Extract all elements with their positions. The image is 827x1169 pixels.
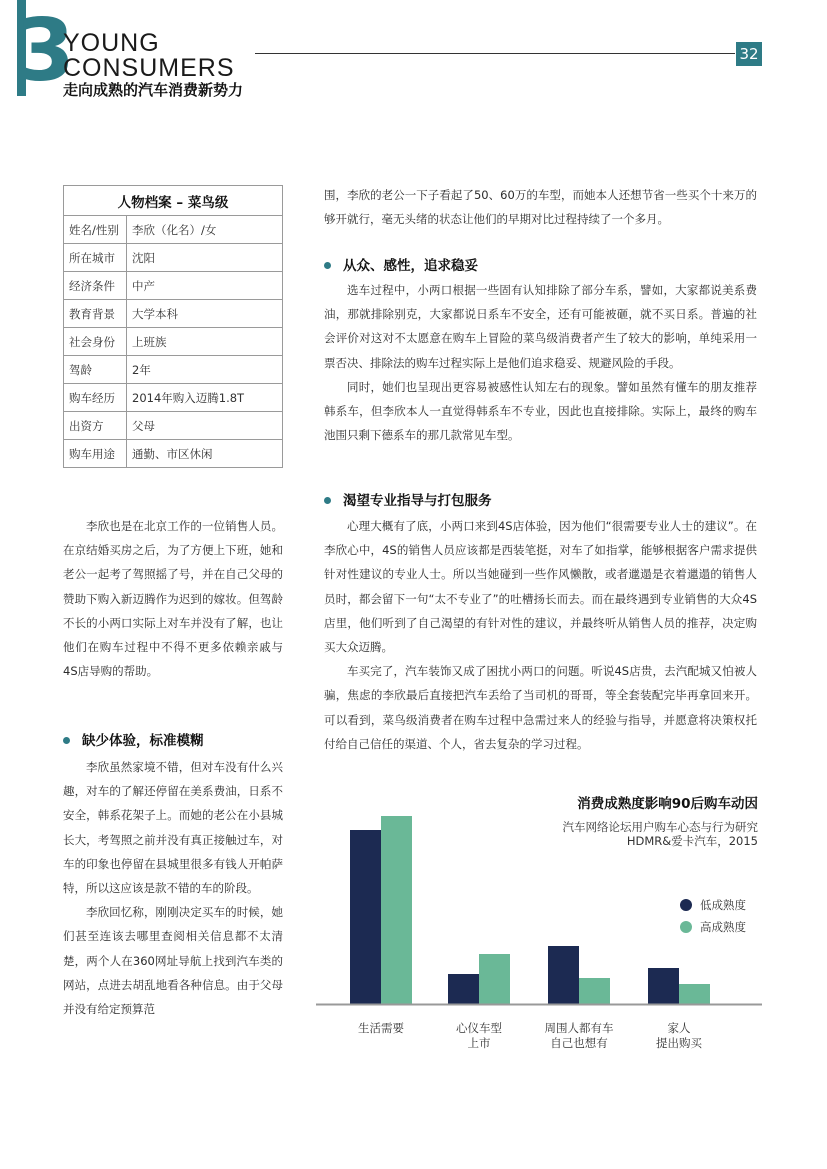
body-paragraph: 心理大概有了底，小两口来到4S店体验，因为他们“很需要专业人士的建议”。在李欣心中，4S的销售人员应该都是西装笔挺，对车了如指掌，能够根据客户需求提供针对性建议的专业人士。所以当她碰到一些作风懒散，或者邋遢是衣着邋遢的销售人员时，都会留下一句“太不专业了”的吐槽扬长而去。而在最终遇到专业销售的大众4S店里，他们听到了自己渴望的有针对性的建议，并最终听从销售人员的推荐，决定购买大众迈腾。 <box>324 519 757 655</box>
body-paragraph: 围，李欣的老公一下子看起了50、60万的车型，而她本人还想节省一些买个十来万的够开就行，毫无头绪的状态让他们的早期对比过程持续了一个多月。 <box>324 188 757 227</box>
body-paragraph: 车买完了，汽车装饰又成了困扰小两口的问题。听说4S店贵，去汽配城又怕被人骗，焦虑的李欣最后直接把汽车丢给了当司机的哥哥，等全套装配完毕再拿回来开。可以看到，菜鸟级消费者在购车过程中急需过来人的经验与指导，并愿意将决策权托付给自己信任的渠道、个人，省去复杂的学习过程。 <box>324 664 757 751</box>
chart-title: 消费成熟度影响90后购车动因 <box>577 796 758 812</box>
body-paragraph: 李欣虽然家境不错，但对车没有什么兴趣，对车的了解还停留在美系费油，日系不安全，韩系花架子上。而她的老公在小县城长大，考驾照之前并没有真正接触过车，对车的印象也停留在县城里很多有钱人开帕萨特，所以这应该是款不错的车的阶段。 <box>63 760 283 896</box>
profile-value: 父母 <box>127 412 283 440</box>
profile-title: 人物档案 – 菜鸟级 <box>64 186 283 216</box>
bullet-dot-icon <box>324 497 331 504</box>
right-column-section3 <box>324 514 757 756</box>
body-paragraph: 同时，她们也呈现出更容易被感性认知左右的现象。譬如虽然有懂车的朋友推荐韩系车，但李欣本人一直觉得韩系车不专业，因此也直接排除。实际上，最终的购车池围只剩下德系车的那几款常见车型。 <box>324 379 757 443</box>
profile-value: 李欣（化名）/女 <box>127 216 283 244</box>
profile-row <box>64 412 283 440</box>
body-paragraph: 李欣也是在北京工作的一位销售人员。在京结婚买房之后，为了方便上下班，她和老公一起考了驾照摇了号，并在自己父母的赞助下购入新迈腾作为迟到的嫁妆。但驾龄不长的小两口实际上对车并没有了解，也让他们在购车过程中不得不更多依赖亲戚与4S店导购的帮助。 <box>63 519 283 679</box>
bar-low-maturity <box>548 946 579 1004</box>
profile-row <box>64 328 283 356</box>
body-paragraph: 选车过程中，小两口根据一些固有认知排除了部分车系，譬如，大家都说美系费油，那就排除别克，大家都说日系车不安全，还有可能被砸，就不买日系。普遍的社会评价对这对不太愿意在购车上冒险的菜鸟级消费者产生了较大的影响，单纯采用一票否决、排除法的购车过程实际上是他们追求稳妥、规避风险的手段。 <box>324 283 757 370</box>
profile-value: 中产 <box>127 272 283 300</box>
body-paragraph: 李欣回忆称，刚刚决定买车的时候，她们甚至连该去哪里查阅相关信息都不太清楚，两个人在360网址导航上找到汽车类的网站，点进去胡乱地看各种信息。由于父母并没有给定预算范 <box>63 905 283 1017</box>
x-tick-label: 生活需要 <box>358 1021 404 1035</box>
profile-key: 购车用途 <box>64 440 127 468</box>
left-column-continued <box>63 755 283 1021</box>
x-tick-label: 周围人都有车 <box>544 1021 614 1035</box>
bar-low-maturity <box>648 968 679 1004</box>
profile-value: 大学本科 <box>127 300 283 328</box>
profile-table <box>63 185 283 468</box>
section-heading: 渴望专业指导与打包服务 <box>324 491 757 511</box>
x-tick-label: 上市 <box>467 1036 491 1050</box>
bar-low-maturity <box>350 830 381 1004</box>
bullet-dot-icon <box>324 262 331 269</box>
x-tick-label: 心仪车型 <box>456 1021 502 1035</box>
profile-value: 2年 <box>127 356 283 384</box>
bar-chart <box>310 780 770 1060</box>
legend-swatch <box>680 899 692 911</box>
bar-high-maturity <box>579 978 610 1004</box>
x-tick-label: 家人 <box>667 1021 691 1035</box>
profile-key: 教育背景 <box>64 300 127 328</box>
right-column <box>324 183 757 231</box>
left-column <box>63 514 283 683</box>
x-tick-label: 提出购买 <box>656 1036 702 1050</box>
chart-source-line-1: 汽车网络论坛用户购车心态与行为研究 <box>562 820 758 834</box>
profile-row <box>64 384 283 412</box>
profile-row <box>64 300 283 328</box>
right-column-section2 <box>324 278 757 447</box>
profile-row <box>64 356 283 384</box>
brand-line-2: CONSUMERS <box>63 54 235 82</box>
bar-high-maturity <box>381 816 412 1004</box>
profile-key: 姓名/性别 <box>64 216 127 244</box>
page-number: 32 <box>736 42 762 66</box>
profile-value: 沈阳 <box>127 244 283 272</box>
legend-label: 高成熟度 <box>700 920 746 934</box>
profile-key: 社会身份 <box>64 328 127 356</box>
profile-row <box>64 272 283 300</box>
profile-key: 所在城市 <box>64 244 127 272</box>
bar-low-maturity <box>448 974 479 1004</box>
profile-row <box>64 244 283 272</box>
x-tick-label: 自己也想有 <box>550 1036 608 1050</box>
brand-line-1: YOUNG <box>63 29 160 57</box>
bullet-dot-icon <box>63 737 70 744</box>
profile-row <box>64 440 283 468</box>
profile-key: 经济条件 <box>64 272 127 300</box>
profile-key: 出资方 <box>64 412 127 440</box>
section-heading: 从众、感性，追求稳妥 <box>324 256 757 276</box>
profile-value: 2014年购入迈腾1.8T <box>127 384 283 412</box>
profile-value: 上班族 <box>127 328 283 356</box>
profile-value: 通勤、市区休闲 <box>127 440 283 468</box>
section-heading: 缺少体验，标准模糊 <box>63 731 283 751</box>
bar-high-maturity <box>479 954 510 1004</box>
legend-swatch <box>680 921 692 933</box>
profile-row <box>64 216 283 244</box>
section-number: 3 <box>15 1 73 101</box>
chapter-subtitle: 走向成熟的汽车消费新势力 <box>63 81 244 99</box>
chart-source-line-2: HDMR&爱卡汽车，2015 <box>626 834 758 848</box>
legend-label: 低成熟度 <box>700 898 746 912</box>
profile-key: 驾龄 <box>64 356 127 384</box>
bar-high-maturity <box>679 984 710 1004</box>
profile-key: 购车经历 <box>64 384 127 412</box>
header-rule <box>255 53 735 54</box>
